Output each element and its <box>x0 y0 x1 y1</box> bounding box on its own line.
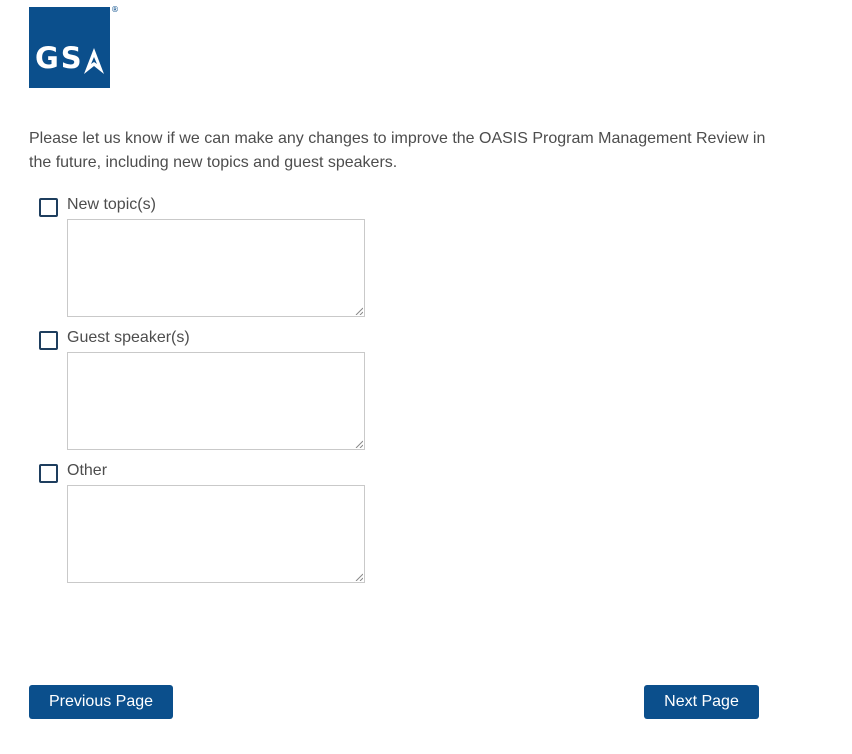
other-textarea[interactable] <box>67 485 365 583</box>
new-topics-checkbox[interactable] <box>39 198 58 217</box>
option-other <box>39 461 369 483</box>
guest-speakers-textarea[interactable] <box>67 352 365 450</box>
resize-grip-icon[interactable] <box>355 307 363 315</box>
star-a-icon <box>84 48 104 74</box>
other-label[interactable]: Other <box>67 462 108 479</box>
question-text: Please let us know if we can make any changes to improve the OASIS Program Management Review in the future, including new topics and guest speakers. <box>29 130 766 171</box>
registered-mark: ® <box>111 5 119 14</box>
guest-speakers-label[interactable]: Guest speaker(s) <box>67 329 190 346</box>
option-new-topics <box>39 195 369 217</box>
new-topics-label[interactable]: New topic(s) <box>67 196 156 213</box>
logo-text-visual: GS <box>35 41 84 75</box>
gsa-logo <box>29 7 110 88</box>
previous-page-button[interactable]: Previous Page <box>29 685 173 719</box>
option-guest-speakers <box>39 328 369 350</box>
next-page-button[interactable]: Next Page <box>644 685 759 719</box>
resize-grip-icon[interactable] <box>355 440 363 448</box>
other-checkbox[interactable] <box>39 464 58 483</box>
guest-speakers-checkbox[interactable] <box>39 331 58 350</box>
resize-grip-icon[interactable] <box>355 573 363 581</box>
new-topics-textarea[interactable] <box>67 219 365 317</box>
